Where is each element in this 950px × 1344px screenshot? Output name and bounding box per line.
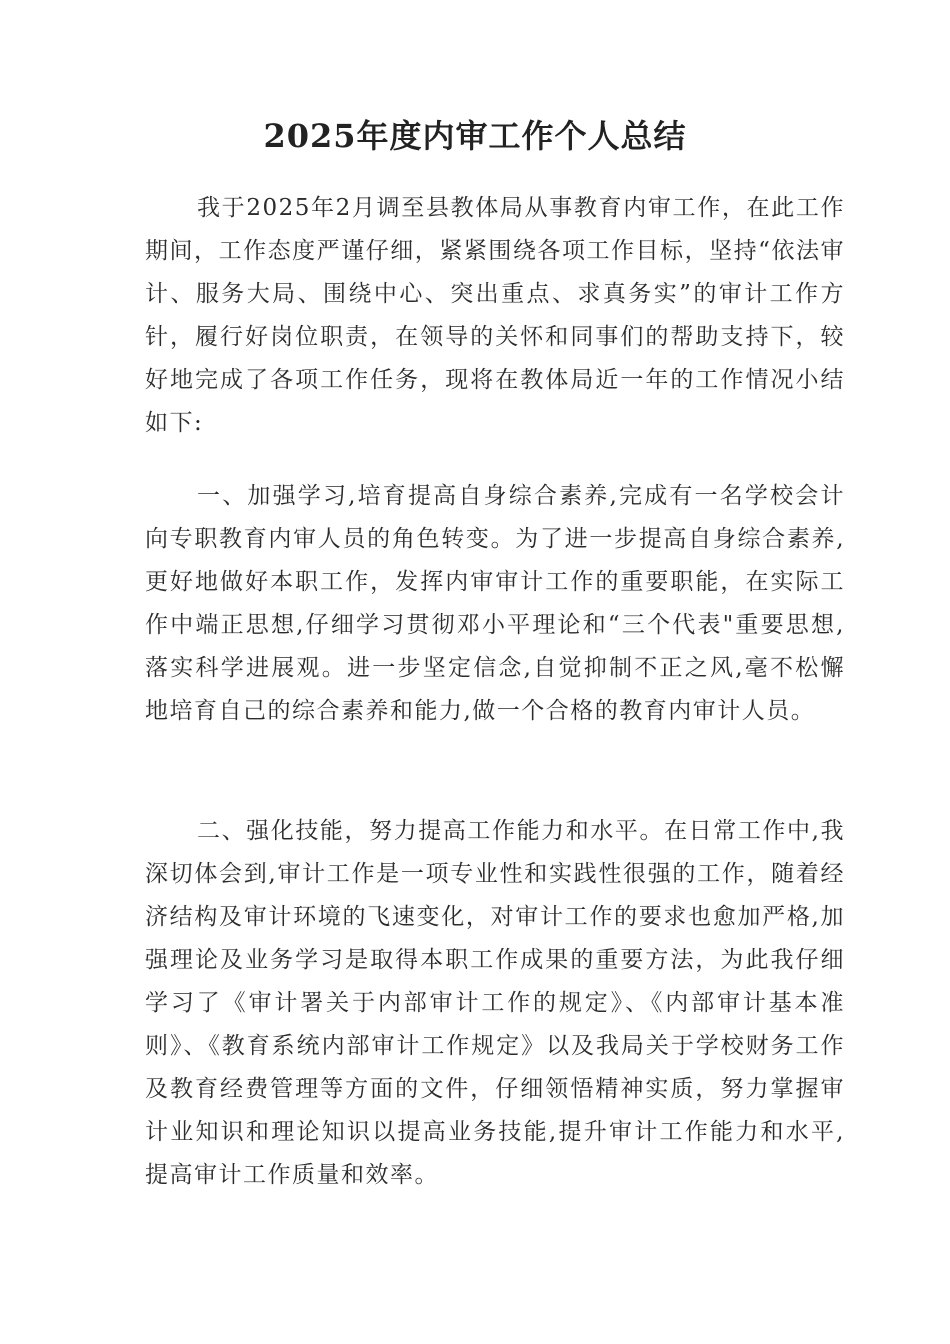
paragraph-section-two: 二、强化技能，努力提高工作能力和水平。在日常工作中,我深切体会到,审计工作是一项专业性和实践性很强的工作，随着经济结构及审计环境的飞速变化，对审计工作的要求也愈加严格,加强理论及业务学习是取得本职工作成果的重要方法，为此我仔细学习了《审计署关于内部审计工作的规定》、《内部审计基本准则》、《教育系统内部审计工作规定》以及我局关于学校财务工作及教育经费管理等方面的文件，仔细领悟精神实质，努力掌握审计业知识和理论知识以提高业务技能,提升审计工作能力和水平,提高审计工作质量和效率。: [145, 818, 845, 1188]
paragraph-intro: 我于2025年2月调至县教体局从事教育内审工作，在此工作期间，工作态度严谨仔细，紧紧围绕各项工作目标，坚持“依法审计、服务大局、围绕中心、突出重点、求真务实”的审计工作方针，履行好岗位职责，在领导的关怀和同事们的帮助支持下，较好地完成了各项工作任务，现将在教体局近一年的工作情况小结如下:: [145, 195, 845, 436]
document-title: 2025年度内审工作个人总结: [263, 117, 687, 155]
paragraph-section-one: 一、加强学习,培育提高自身综合素养,完成有一名学校会计向专职教育内审人员的角色转变。为了进一步提高自身综合素养,更好地做好本职工作，发挥内审审计工作的重要职能，在实际工作中端正思想,仔细学习贯彻邓小平理论和“三个代表"重要思想,落实科学进展观。进一步坚定信念,自觉抑制不正之风,毫不松懈地培育自己的综合素养和能力,做一个合格的教育内审计人员。: [145, 483, 845, 724]
